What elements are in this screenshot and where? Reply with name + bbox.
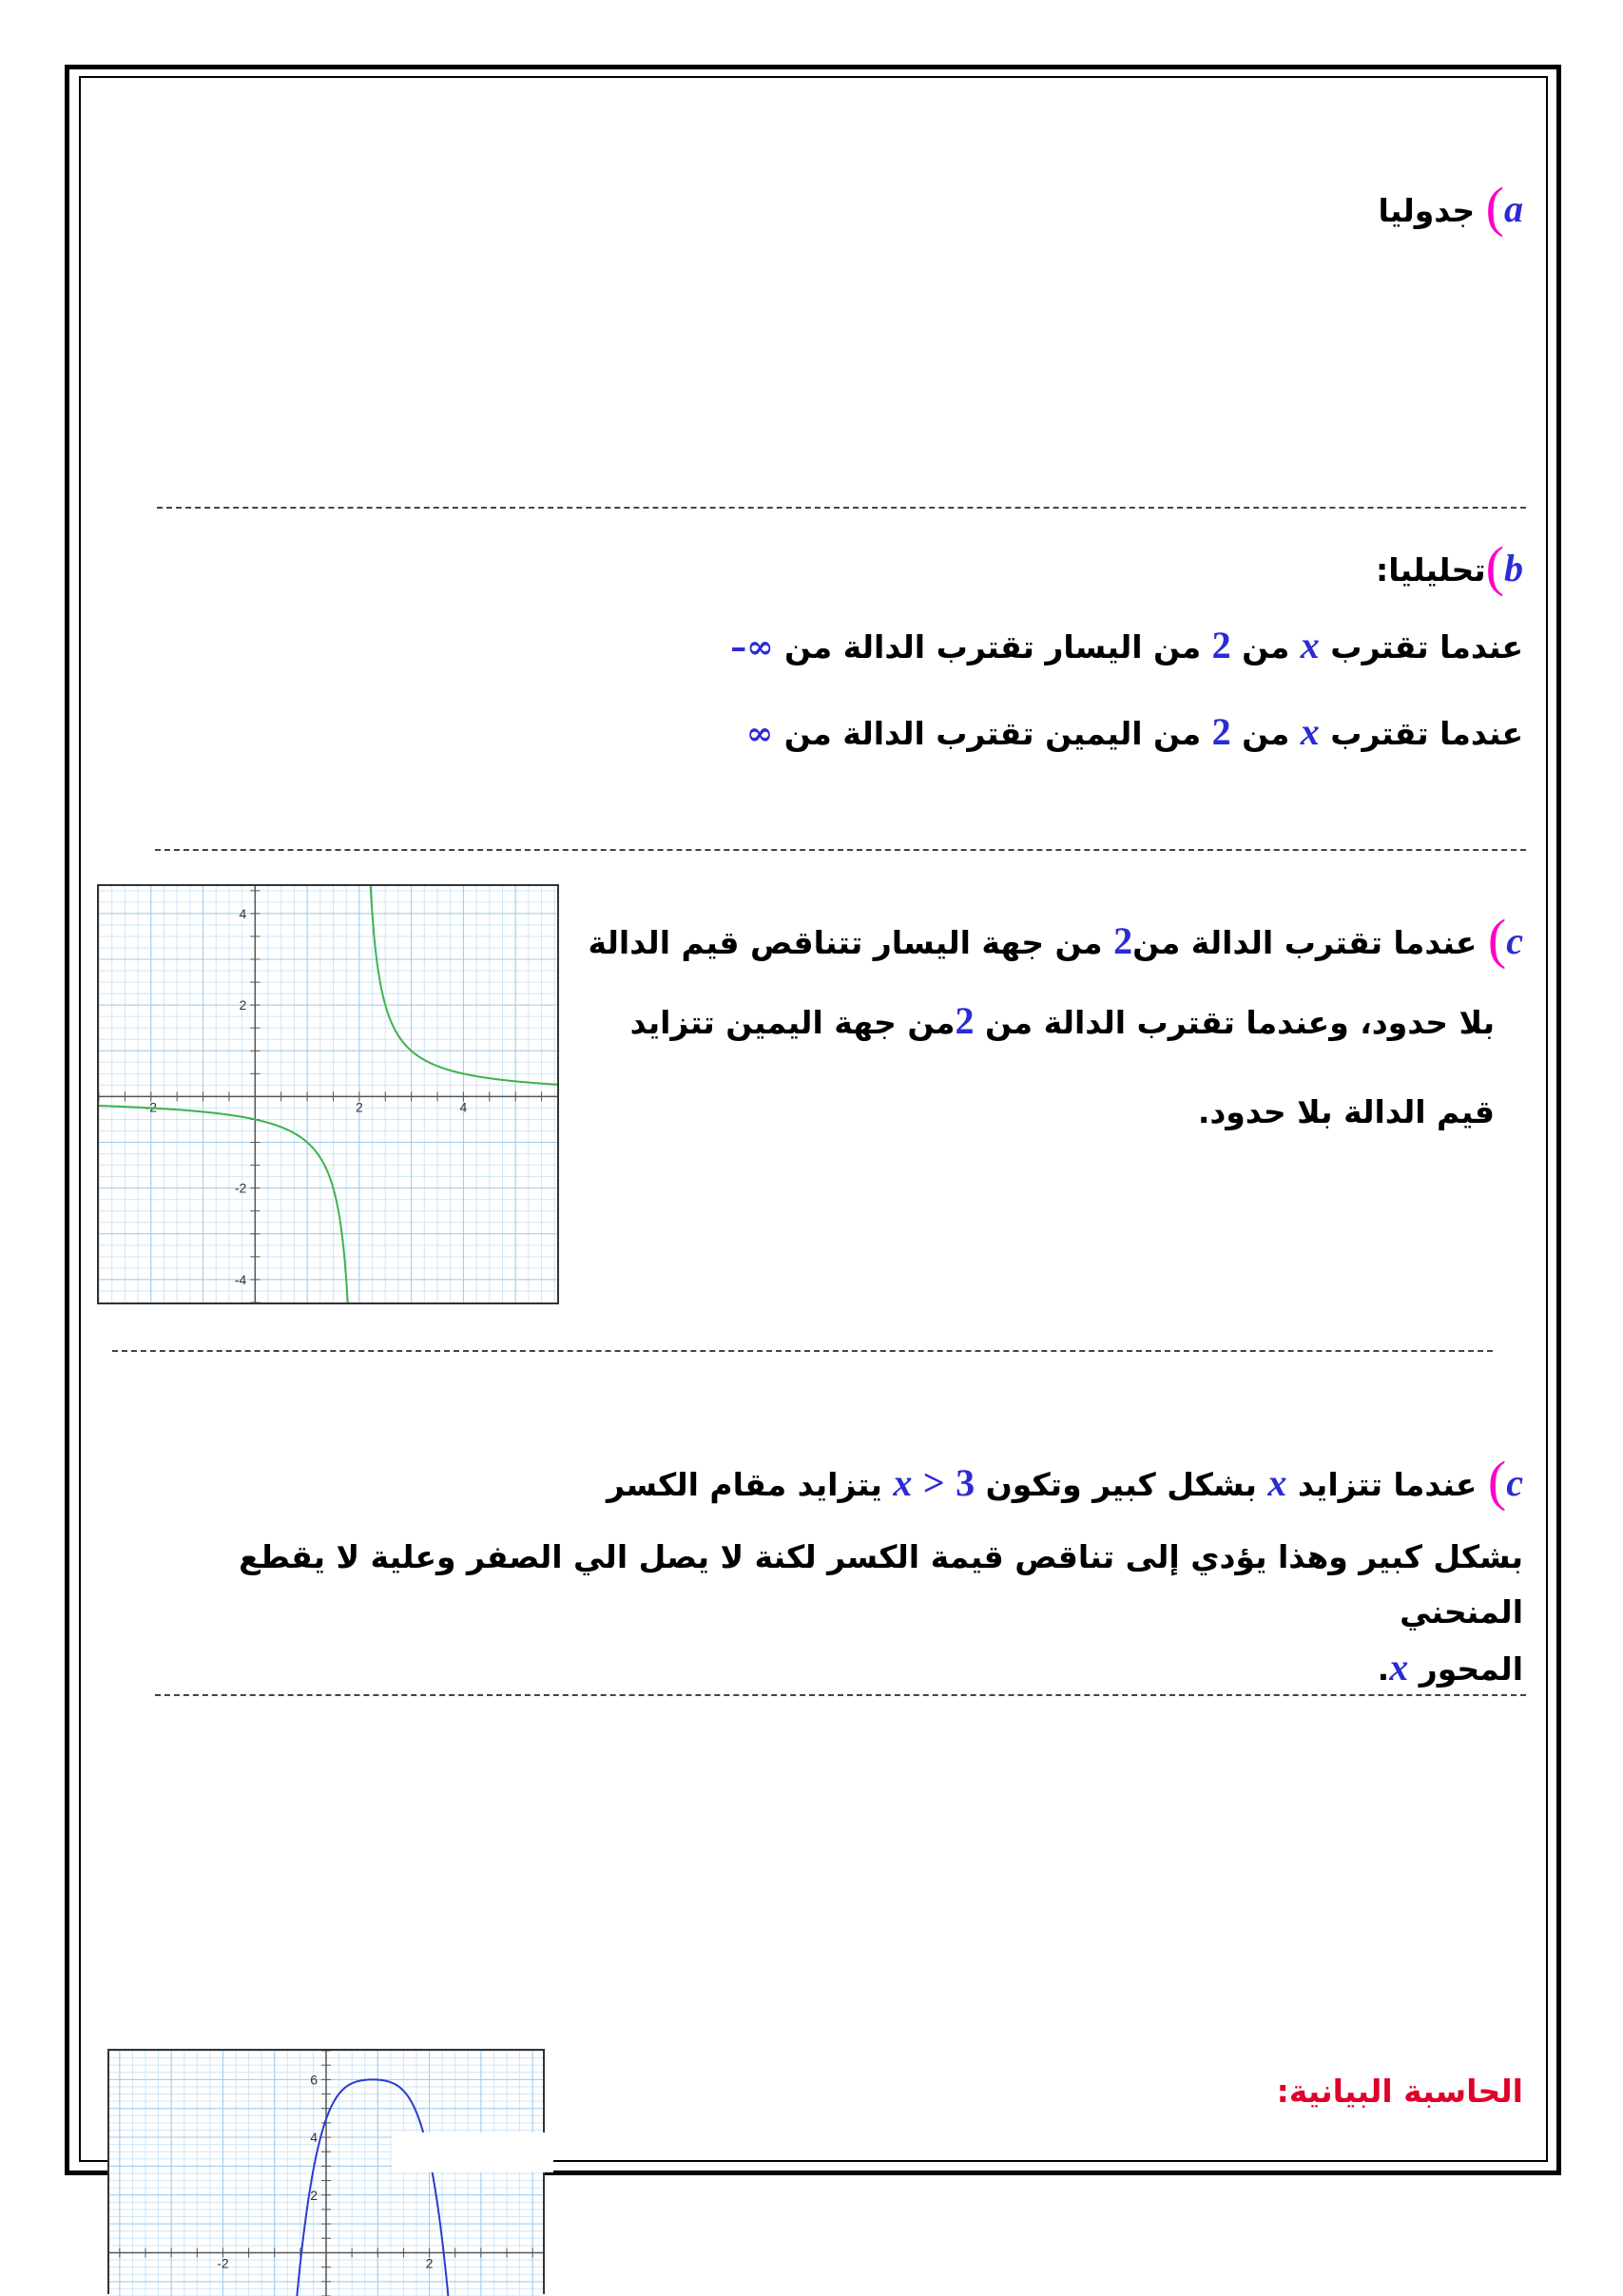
- function-curve: [99, 886, 557, 1302]
- text-segment: .: [1377, 1650, 1390, 1688]
- part-a-title: جدوليا: [1378, 192, 1476, 229]
- x-tick-label: 2: [425, 2255, 434, 2271]
- text-segment: عندما تتزايد: [1297, 1466, 1478, 1503]
- text-line: بشكل كبير وهذا يؤدي إلى تناقص قيمة الكسر لكنة لا يصل الي الصفر وعلية لا يقطع المنحني: [239, 1538, 1523, 1630]
- text-segment: من جهة اليسار تتناقص قيم الدالة: [588, 924, 1103, 961]
- separator-2: [155, 849, 1526, 851]
- part-b-line-1: [730, 623, 1523, 667]
- text-segment: عندما تقترب: [1330, 628, 1523, 666]
- math-variable: x: [1300, 624, 1320, 666]
- part-c1-paren: ): [1487, 908, 1507, 970]
- separator-4: [155, 1694, 1526, 1696]
- y-tick-label: 2: [310, 2187, 318, 2203]
- calculator-title: الحاسبة البيانية:: [1276, 2073, 1523, 2110]
- part-b-heading: [1376, 531, 1523, 597]
- text-segment: من اليسار تقترب الدالة من: [784, 628, 1202, 666]
- y-tick-label: 4: [239, 905, 247, 921]
- part-c2-paren: ): [1487, 1450, 1507, 1512]
- part-b-line-2: [746, 709, 1523, 754]
- part-b-title: تحليليا:: [1376, 551, 1486, 588]
- math-variable: x: [1300, 710, 1320, 753]
- text-segment: من: [1242, 715, 1290, 752]
- y-tick-label: -2: [234, 1180, 247, 1196]
- y-tick-label: -4: [234, 1271, 247, 1287]
- limit-value: –∞: [730, 628, 774, 666]
- part-a-paren: ): [1485, 176, 1504, 238]
- part-a-heading: [1378, 171, 1523, 238]
- part-b-label: b: [1504, 547, 1523, 589]
- text-segment: من اليمين تقترب الدالة من: [783, 715, 1202, 752]
- limit-value: ∞: [745, 715, 774, 753]
- text-segment: من جهة اليمين تتزايد: [629, 1004, 956, 1041]
- math-number: 2: [1211, 624, 1231, 666]
- math-number: 2: [1211, 710, 1231, 753]
- part-c1-label: c: [1506, 919, 1523, 962]
- part-c2-paragraph: [145, 1530, 1523, 1697]
- math-number: 2: [955, 999, 975, 1042]
- math-variable: x: [893, 1461, 913, 1504]
- graph-hyperbola: [97, 884, 559, 1304]
- text-segment: بشكل كبير وتكون: [985, 1466, 1257, 1503]
- part-c2-line-1: [606, 1445, 1523, 1512]
- x-tick-label: 4: [459, 1099, 468, 1115]
- part-c1-line-3: [1198, 1093, 1495, 1130]
- graph-hyperbola-plot: [99, 886, 557, 1302]
- text-segment: عندما تقترب: [1330, 715, 1523, 752]
- text-segment: قيم الدالة بلا حدود.: [1197, 1093, 1495, 1130]
- math-number: 2: [1113, 919, 1133, 962]
- text-segment: المحور: [1419, 1650, 1523, 1688]
- text-segment: بلا حدود، وعندما تقترب الدالة من: [984, 1004, 1495, 1041]
- separator-3: [112, 1350, 1493, 1352]
- calculator-heading: [1277, 2073, 1523, 2110]
- x-tick-label: 2: [355, 1099, 363, 1115]
- y-tick-label: 6: [310, 2072, 318, 2088]
- part-b-paren: ): [1485, 535, 1504, 597]
- math-operator: >: [922, 1461, 945, 1504]
- x-tick-label: -2: [217, 2255, 229, 2271]
- math-variable: x: [1267, 1461, 1287, 1504]
- part-c1-line-2: [630, 998, 1495, 1043]
- inequality: [893, 1461, 976, 1504]
- text-line: [145, 1640, 1523, 1697]
- text-segment: من: [1242, 628, 1290, 666]
- graph-polynomial-plot: [109, 2051, 543, 2296]
- separator-1: [157, 507, 1526, 509]
- math-number: 3: [956, 1461, 976, 1504]
- text-segment: يتزايد مقام الكسر: [606, 1466, 882, 1503]
- white-patch: [392, 2132, 553, 2172]
- text-segment: عندما تقترب الدالة من: [1132, 924, 1478, 961]
- math-variable: x: [1389, 1646, 1409, 1688]
- y-tick-label: 2: [239, 997, 247, 1013]
- part-c2-label: c: [1506, 1461, 1523, 1504]
- part-a-label: a: [1504, 187, 1523, 230]
- x-tick-label: -2: [145, 1099, 157, 1115]
- y-tick-label: 4: [310, 2130, 318, 2146]
- part-c1-line-1: [588, 903, 1523, 970]
